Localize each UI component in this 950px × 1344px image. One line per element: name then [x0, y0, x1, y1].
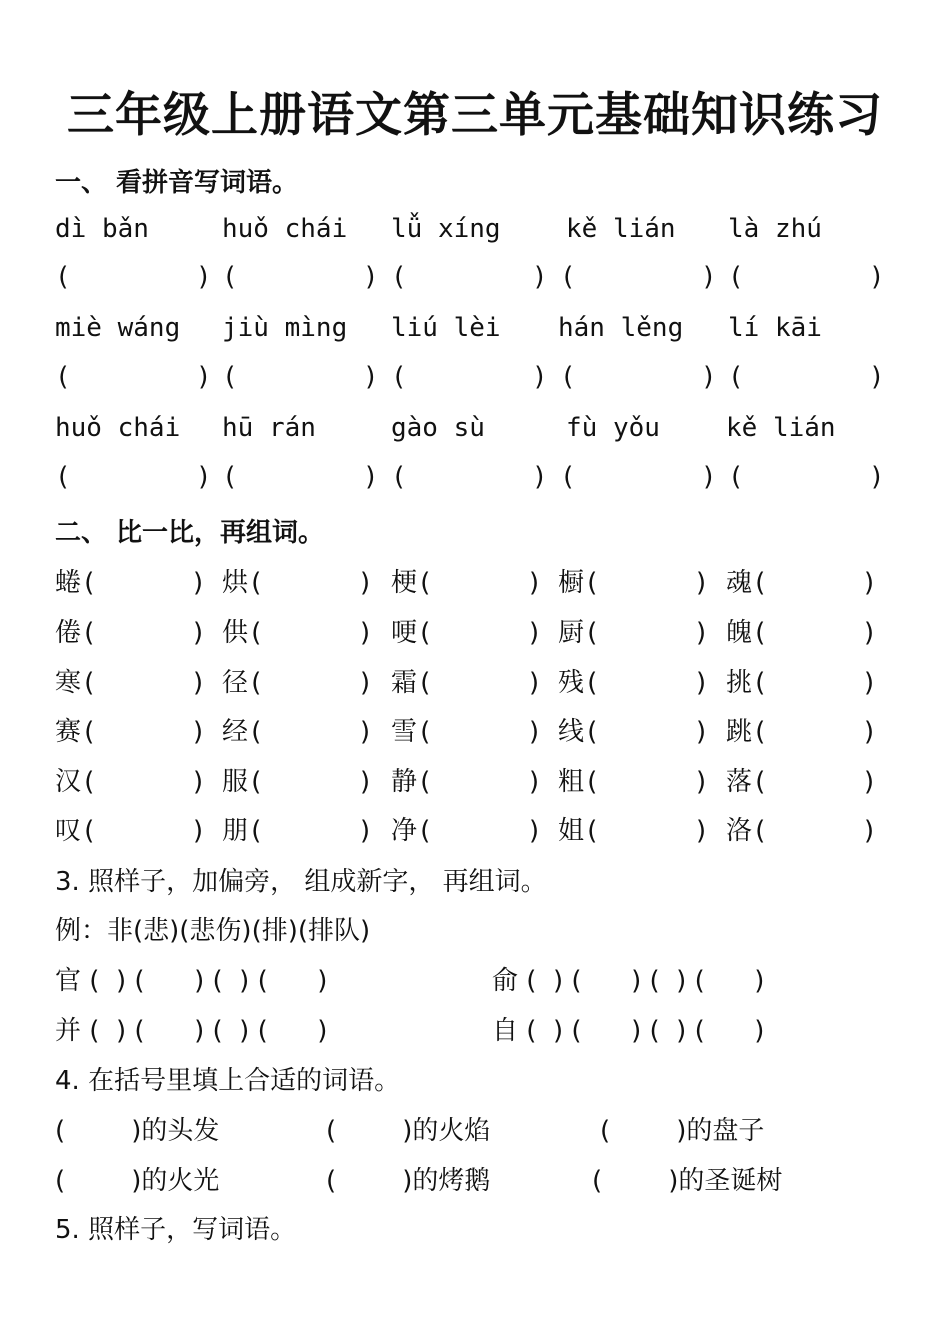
character: 烘 — [222, 568, 249, 598]
radical-item[interactable]: 并 ( ) ( ) ( ) ( ) — [55, 1016, 328, 1046]
answer-blank[interactable]: ( ) — [55, 462, 212, 492]
answer-blank[interactable]: ( ) — [222, 262, 379, 292]
character: 橱 — [558, 568, 585, 598]
answer-blank[interactable]: ( ) — [584, 618, 710, 648]
pinyin-item: kě lián — [726, 413, 836, 443]
pinyin-item: kě lián — [566, 214, 676, 244]
pinyin-item: lǚ xíng — [391, 214, 501, 244]
answer-blank[interactable]: ( ) — [584, 717, 710, 747]
character: 叹 — [55, 816, 82, 846]
radical-item[interactable]: 官 ( ) ( ) ( ) ( ) — [55, 966, 328, 996]
answer-blank[interactable]: ( ) — [81, 816, 207, 846]
answer-blank[interactable]: ( ) — [222, 462, 379, 492]
phrase-item[interactable]: ( )的火光 — [55, 1166, 220, 1196]
answer-blank[interactable]: ( ) — [222, 362, 379, 392]
character: 梗 — [391, 568, 418, 598]
pinyin-item: miè wáng — [55, 313, 181, 343]
answer-blank[interactable]: ( ) — [81, 618, 207, 648]
character: 哽 — [391, 618, 418, 648]
pinyin-item: liú lèi — [391, 313, 501, 343]
answer-blank[interactable]: ( ) — [584, 668, 710, 698]
character: 粗 — [558, 767, 585, 797]
phrase-item[interactable]: ( )的盘子 — [600, 1116, 765, 1146]
character: 经 — [222, 717, 249, 747]
answer-blank[interactable]: ( ) — [752, 816, 878, 846]
character: 魄 — [726, 618, 753, 648]
character: 蜷 — [55, 568, 82, 598]
character: 倦 — [55, 618, 82, 648]
section5-heading: 5. 照样子，写词语。 — [55, 1215, 297, 1245]
pinyin-item: fù yǒu — [566, 413, 660, 443]
pinyin-item: jiù mìng — [222, 313, 348, 343]
pinyin-item: dì bǎn — [55, 214, 149, 244]
character: 厨 — [558, 618, 585, 648]
character: 魂 — [726, 568, 753, 598]
pinyin-item: hū rán — [222, 413, 316, 443]
answer-blank[interactable]: ( ) — [417, 816, 543, 846]
answer-blank[interactable]: ( ) — [752, 668, 878, 698]
character: 寒 — [55, 668, 82, 698]
answer-blank[interactable]: ( ) — [584, 816, 710, 846]
pinyin-item: huǒ chái — [55, 413, 181, 443]
answer-blank[interactable]: ( ) — [417, 668, 543, 698]
answer-blank[interactable]: ( ) — [391, 362, 548, 392]
answer-blank[interactable]: ( ) — [55, 362, 212, 392]
character: 洛 — [726, 816, 753, 846]
answer-blank[interactable]: ( ) — [55, 262, 212, 292]
answer-blank[interactable]: ( ) — [81, 668, 207, 698]
answer-blank[interactable]: ( ) — [81, 568, 207, 598]
answer-blank[interactable]: ( ) — [560, 462, 717, 492]
answer-blank[interactable]: ( ) — [728, 262, 885, 292]
pinyin-item: hán lěng — [558, 313, 684, 343]
answer-blank[interactable]: ( ) — [81, 767, 207, 797]
radical-item[interactable]: 自 ( ) ( ) ( ) ( ) — [492, 1016, 765, 1046]
answer-blank[interactable]: ( ) — [417, 568, 543, 598]
character: 服 — [222, 767, 249, 797]
answer-blank[interactable]: ( ) — [752, 717, 878, 747]
answer-blank[interactable]: ( ) — [728, 362, 885, 392]
answer-blank[interactable]: ( ) — [560, 262, 717, 292]
answer-blank[interactable]: ( ) — [417, 767, 543, 797]
section1-heading: 一、 看拼音写词语。 — [55, 168, 299, 198]
answer-blank[interactable]: ( ) — [752, 568, 878, 598]
phrase-item[interactable]: ( )的火焰 — [326, 1116, 491, 1146]
answer-blank[interactable]: ( ) — [584, 767, 710, 797]
answer-blank[interactable]: ( ) — [248, 717, 374, 747]
character: 雪 — [391, 717, 418, 747]
answer-blank[interactable]: ( ) — [248, 816, 374, 846]
answer-blank[interactable]: ( ) — [752, 618, 878, 648]
page-title: 三年级上册语文第三单元基础知识练习 — [67, 88, 883, 143]
answer-blank[interactable]: ( ) — [417, 717, 543, 747]
answer-blank[interactable]: ( ) — [248, 668, 374, 698]
answer-blank[interactable]: ( ) — [728, 462, 885, 492]
phrase-item[interactable]: ( )的头发 — [55, 1116, 220, 1146]
section3-example: 例：非(悲)(悲伤)(排)(排队) — [55, 916, 371, 946]
character: 静 — [391, 767, 418, 797]
answer-blank[interactable]: ( ) — [248, 568, 374, 598]
answer-blank[interactable]: ( ) — [391, 262, 548, 292]
pinyin-item: lí kāi — [728, 313, 822, 343]
section3-heading: 3. 照样子，加偏旁， 组成新字， 再组词。 — [55, 867, 547, 897]
character: 挑 — [726, 668, 753, 698]
answer-blank[interactable]: ( ) — [584, 568, 710, 598]
character: 赛 — [55, 717, 82, 747]
section4-heading: 4. 在括号里填上合适的词语。 — [55, 1066, 401, 1096]
character: 线 — [558, 717, 585, 747]
character: 净 — [391, 816, 418, 846]
character: 朋 — [222, 816, 249, 846]
character: 径 — [222, 668, 249, 698]
character: 跳 — [726, 717, 753, 747]
section2-heading: 二、 比一比，再组词。 — [55, 518, 325, 548]
character: 残 — [558, 668, 585, 698]
pinyin-item: là zhú — [728, 214, 822, 244]
answer-blank[interactable]: ( ) — [391, 462, 548, 492]
character: 姐 — [558, 816, 585, 846]
phrase-item[interactable]: ( )的烤鹅 — [326, 1166, 491, 1196]
radical-item[interactable]: 俞 ( ) ( ) ( ) ( ) — [492, 966, 765, 996]
answer-blank[interactable]: ( ) — [248, 618, 374, 648]
answer-blank[interactable]: ( ) — [248, 767, 374, 797]
answer-blank[interactable]: ( ) — [560, 362, 717, 392]
answer-blank[interactable]: ( ) — [417, 618, 543, 648]
pinyin-item: huǒ chái — [222, 214, 348, 244]
character: 落 — [726, 767, 753, 797]
character: 供 — [222, 618, 249, 648]
phrase-item[interactable]: ( )的圣诞树 — [592, 1166, 783, 1196]
pinyin-item: gào sù — [391, 413, 485, 443]
answer-blank[interactable]: ( ) — [752, 767, 878, 797]
character: 汉 — [55, 767, 82, 797]
character: 霜 — [391, 668, 418, 698]
answer-blank[interactable]: ( ) — [81, 717, 207, 747]
